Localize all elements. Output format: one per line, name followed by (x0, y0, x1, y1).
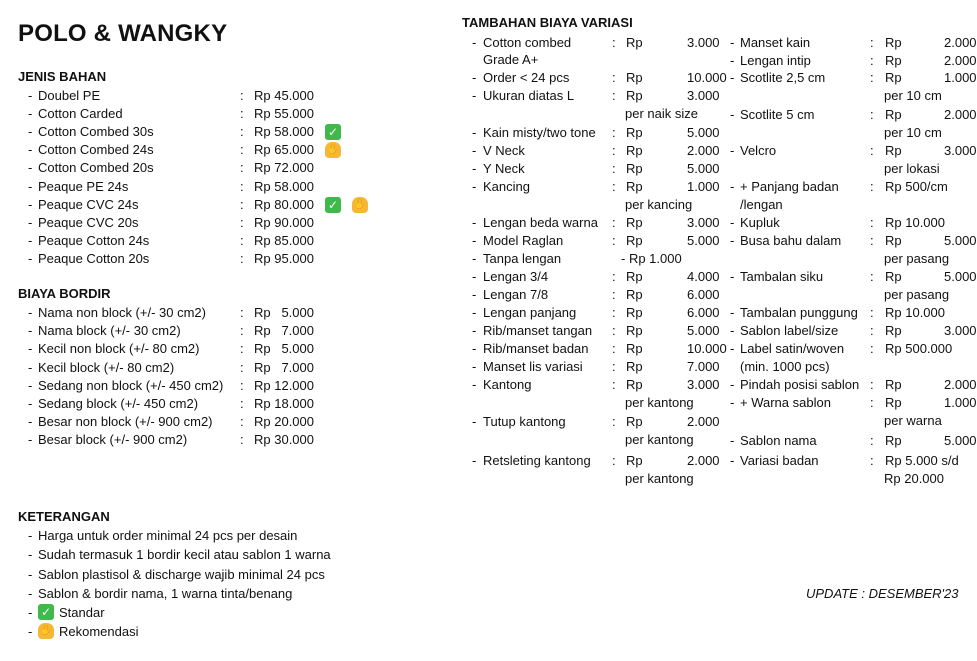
colon: : (612, 269, 616, 284)
variasi-amount: 5.000 (944, 433, 977, 448)
fabric-name: Cotton Combed 20s (38, 160, 154, 175)
bullet-dash: - (472, 143, 477, 158)
update-label: UPDATE : DESEMBER'23 (806, 586, 959, 601)
bullet-dash: - (28, 528, 33, 543)
variasi-name: Label satin/woven (740, 341, 845, 356)
bullet-dash: - (472, 233, 477, 248)
colon: : (870, 341, 874, 356)
colon: : (612, 287, 616, 302)
colon: : (870, 233, 874, 248)
colon: : (612, 377, 616, 392)
variasi-name: Manset lis variasi (483, 359, 583, 374)
variasi-price: Rp 10.000 (885, 305, 945, 320)
fabric-name: Peaque PE 24s (38, 179, 129, 194)
colon: : (870, 215, 874, 230)
variasi-note: per pasang (884, 287, 950, 302)
currency-label: Rp (254, 396, 271, 411)
variasi-amount: 6.000 (687, 287, 720, 302)
bullet-dash: - (730, 35, 735, 50)
colon: : (870, 53, 874, 68)
bullet-dash: - (472, 414, 477, 429)
variasi-name: Tutup kantong (483, 414, 566, 429)
bullet-dash: - (28, 378, 33, 393)
currency-label: Rp (626, 414, 643, 429)
colon: : (240, 88, 244, 103)
variasi-name: Ukuran diatas L (483, 88, 575, 103)
bullet-dash: - (730, 143, 735, 158)
variasi-note: per lokasi (884, 161, 940, 176)
colon: : (612, 453, 616, 468)
variasi-name: Manset kain (740, 35, 811, 50)
bullet-dash: - (28, 624, 33, 639)
bullet-dash: - (730, 305, 735, 320)
bullet-dash: - (472, 323, 477, 338)
bordir-name: Sedang non block (+/- 450 cm2) (38, 378, 224, 393)
colon: : (870, 269, 874, 284)
colon: : (870, 35, 874, 50)
fabric-name: Peaque Cotton 20s (38, 251, 150, 266)
bullet-dash: - (28, 360, 33, 375)
bullet-dash: - (472, 179, 477, 194)
bullet-dash: - (730, 269, 735, 284)
colon: : (240, 233, 244, 248)
variasi-name: Tanpa lengan (483, 251, 562, 266)
currency-label: Rp (885, 107, 902, 122)
bullet-dash: - (28, 142, 33, 157)
variasi-name: Lengan 3/4 (483, 269, 549, 284)
fabric-name: Peaque CVC 20s (38, 215, 139, 230)
bullet-dash: - (28, 305, 33, 320)
variasi-amount: 2.000 (944, 53, 977, 68)
bullet-dash: - (472, 305, 477, 320)
colon: : (612, 70, 616, 85)
note-text: Sablon & bordir nama, 1 warna tinta/benang (38, 586, 293, 601)
bullet-dash: - (472, 161, 477, 176)
fabric-price: Rp 95.000 (254, 251, 314, 266)
bullet-dash: - (28, 323, 33, 338)
colon: : (612, 161, 616, 176)
currency-label: Rp (626, 359, 643, 374)
variasi-name: Kancing (483, 179, 530, 194)
bullet-dash: - (28, 88, 33, 103)
variasi-name-cont: Grade A+ (483, 52, 539, 67)
variasi-amount: 5.000 (687, 233, 720, 248)
variasi-amount: 1.000 (944, 395, 977, 410)
variasi-heading: TAMBAHAN BIAYA VARIASI (462, 15, 633, 30)
bordir-name: Kecil block (+/- 80 cm2) (38, 360, 175, 375)
variasi-amount: 2.000 (687, 414, 720, 429)
bullet-dash: - (28, 124, 33, 139)
bordir-name: Kecil non block (+/- 80 cm2) (38, 341, 200, 356)
note-text: Harga untuk order minimal 24 pcs per desain (38, 528, 298, 543)
variasi-amount: 3.000 (687, 377, 720, 392)
colon: : (612, 88, 616, 103)
variasi-name: Sablon label/size (740, 323, 839, 338)
bullet-dash: - (472, 269, 477, 284)
colon: : (240, 414, 244, 429)
currency-label: Rp (626, 341, 643, 356)
check-mark-icon: ✓ (325, 197, 341, 213)
variasi-price: Rp 500/cm (885, 179, 948, 194)
bullet-dash: - (28, 547, 33, 562)
note-text: Sudah termasuk 1 bordir kecil atau sablon 1 warna (38, 547, 331, 562)
colon: : (870, 305, 874, 320)
thumbs-up-icon: ✋ (325, 142, 341, 158)
bullet-dash: - (28, 567, 33, 582)
currency-label: Rp (626, 161, 643, 176)
currency-label: Rp (885, 395, 902, 410)
legend-standar: Standar (59, 605, 105, 620)
colon: : (612, 215, 616, 230)
thumbs-up-icon: ✋ (352, 197, 368, 213)
colon: : (240, 251, 244, 266)
variasi-amount: 4.000 (687, 269, 720, 284)
currency-label: Rp (626, 453, 643, 468)
variasi-name: Scotlite 2,5 cm (740, 70, 826, 85)
variasi-amount: 2.000 (944, 107, 977, 122)
currency-label: Rp (626, 35, 643, 50)
currency-label: Rp (254, 414, 271, 429)
currency-label: Rp (254, 360, 271, 375)
bullet-dash: - (472, 359, 477, 374)
colon: : (870, 433, 874, 448)
colon: : (240, 197, 244, 212)
colon: : (870, 107, 874, 122)
variasi-amount: 1.000 (687, 179, 720, 194)
variasi-name: Kantong (483, 377, 532, 392)
variasi-name: Busa bahu dalam (740, 233, 842, 248)
colon: : (870, 143, 874, 158)
currency-label: Rp (626, 377, 643, 392)
bullet-dash: - (730, 377, 735, 392)
currency-label: Rp (254, 432, 271, 447)
bullet-dash: - (28, 197, 33, 212)
currency-label: Rp (885, 35, 902, 50)
colon: : (240, 323, 244, 338)
variasi-name: Scotlite 5 cm (740, 107, 815, 122)
colon: : (240, 305, 244, 320)
colon: : (870, 453, 874, 468)
variasi-name: Y Neck (483, 161, 525, 176)
bullet-dash: - (472, 453, 477, 468)
variasi-name: Rib/manset tangan (483, 323, 593, 338)
bullet-dash: - (472, 88, 477, 103)
currency-label: Rp (885, 233, 902, 248)
variasi-name: Order < 24 pcs (483, 70, 570, 85)
variasi-name-cont: (min. 1000 pcs) (740, 359, 830, 374)
bordir-name: Nama block (+/- 30 cm2) (38, 323, 181, 338)
jenis-bahan-heading: JENIS BAHAN (18, 69, 107, 84)
fabric-price: Rp 55.000 (254, 106, 314, 121)
variasi-note: per kantong (625, 432, 694, 447)
bullet-dash: - (28, 233, 33, 248)
colon: : (240, 396, 244, 411)
colon: : (240, 106, 244, 121)
fabric-name: Cotton Carded (38, 106, 123, 121)
variasi-amount: 5.000 (944, 233, 977, 248)
variasi-amount: 2.000 (687, 453, 720, 468)
colon: : (870, 179, 874, 194)
colon: : (240, 360, 244, 375)
bullet-dash: - (28, 605, 33, 620)
currency-label: Rp (626, 179, 643, 194)
bullet-dash: - (730, 433, 735, 448)
variasi-name: Velcro (740, 143, 777, 158)
variasi-amount: 7.000 (687, 359, 720, 374)
bullet-dash: - (28, 341, 33, 356)
bordir-name: Besar non block (+/- 900 cm2) (38, 414, 213, 429)
colon: : (612, 125, 616, 140)
variasi-name-cont: /lengan (740, 197, 783, 212)
currency-label: Rp (885, 70, 902, 85)
variasi-name: Rib/manset badan (483, 341, 589, 356)
bullet-dash: - (28, 215, 33, 230)
variasi-name: Tambalan punggung (740, 305, 858, 320)
currency-label: Rp (626, 305, 643, 320)
bullet-dash: - (730, 341, 735, 356)
currency-label: Rp (626, 215, 643, 230)
currency-label: Rp (254, 323, 271, 338)
bullet-dash: - (28, 251, 33, 266)
currency-label: Rp (885, 377, 902, 392)
fabric-price: Rp 45.000 (254, 88, 314, 103)
currency-label: Rp (626, 287, 643, 302)
currency-label: Rp (254, 305, 271, 320)
currency-label: Rp (885, 53, 902, 68)
variasi-amount: 2.000 (944, 377, 977, 392)
currency-label: Rp (626, 143, 643, 158)
variasi-note: per warna (884, 413, 942, 428)
variasi-name: Tambalan siku (740, 269, 824, 284)
colon: : (612, 305, 616, 320)
bordir-name: Nama non block (+/- 30 cm2) (38, 305, 206, 320)
variasi-amount: 3.000 (687, 35, 720, 50)
currency-label: Rp (626, 233, 643, 248)
colon: : (612, 143, 616, 158)
note-text: Sablon plastisol & discharge wajib minimal 24 pcs (38, 567, 325, 582)
bullet-dash: - (28, 179, 33, 194)
variasi-note: per pasang (884, 251, 950, 266)
variasi-price: Rp 500.000 (885, 341, 953, 356)
colon: : (612, 233, 616, 248)
bullet-dash: - (28, 586, 33, 601)
check-mark-icon: ✓ (325, 124, 341, 140)
variasi-amount: 6.000 (687, 305, 720, 320)
variasi-name: Kain misty/two tone (483, 125, 596, 140)
currency-label: Rp (254, 341, 271, 356)
variasi-name: Pindah posisi sablon (740, 377, 860, 392)
variasi-amount: 5.000 (944, 269, 977, 284)
bullet-dash: - (472, 35, 477, 50)
colon: : (240, 124, 244, 139)
bullet-dash: - (730, 395, 735, 410)
colon: : (870, 377, 874, 392)
colon: : (240, 179, 244, 194)
bullet-dash: - (28, 106, 33, 121)
colon: : (612, 414, 616, 429)
biaya-bordir-heading: BIAYA BORDIR (18, 286, 111, 301)
bullet-dash: - (28, 414, 33, 429)
variasi-price: Rp 5.000 s/d (885, 453, 959, 468)
currency-label: Rp (885, 143, 902, 158)
fabric-price: Rp 90.000 (254, 215, 314, 230)
colon: : (240, 215, 244, 230)
currency-label: Rp (885, 433, 902, 448)
fabric-price: Rp 72.000 (254, 160, 314, 175)
page-title: POLO & WANGKY (18, 20, 228, 47)
colon: : (240, 432, 244, 447)
variasi-amount: 2.000 (687, 143, 720, 158)
variasi-note: Rp 20.000 (884, 471, 944, 486)
bullet-dash: - (472, 341, 477, 356)
bordir-name: Sedang block (+/- 450 cm2) (38, 396, 199, 411)
variasi-name: Model Raglan (483, 233, 564, 248)
fabric-name: Cotton Combed 30s (38, 124, 154, 139)
variasi-name: V Neck (483, 143, 525, 158)
variasi-amount: 10.000 (687, 70, 727, 85)
bullet-dash: - (472, 251, 477, 266)
check-mark-icon: ✓ (38, 604, 54, 620)
bullet-dash: - (472, 377, 477, 392)
variasi-name: Lengan panjang (483, 305, 577, 320)
variasi-name: Lengan 7/8 (483, 287, 549, 302)
thumbs-up-icon: ✋ (38, 623, 54, 639)
variasi-name: Retsleting kantong (483, 453, 591, 468)
variasi-price: Rp 10.000 (885, 215, 945, 230)
colon: : (870, 323, 874, 338)
bullet-dash: - (730, 70, 735, 85)
variasi-name: Kupluk (740, 215, 780, 230)
fabric-price: Rp 80.000 (254, 197, 314, 212)
bullet-dash: - (730, 215, 735, 230)
variasi-note: per 10 cm (884, 125, 942, 140)
bullet-dash: - (730, 107, 735, 122)
variasi-name: Lengan beda warna (483, 215, 598, 230)
currency-label: Rp (885, 269, 902, 284)
fabric-name: Doubel PE (38, 88, 101, 103)
colon: : (240, 378, 244, 393)
variasi-amount: 3.000 (944, 143, 977, 158)
bullet-dash: - (730, 53, 735, 68)
fabric-name: Cotton Combed 24s (38, 142, 154, 157)
fabric-price: Rp 58.000 (254, 124, 314, 139)
variasi-amount: 3.000 (944, 323, 977, 338)
bullet-dash: - (472, 125, 477, 140)
bullet-dash: - (730, 179, 735, 194)
variasi-amount: 1.000 (944, 70, 977, 85)
bullet-dash: - (28, 396, 33, 411)
colon: : (612, 179, 616, 194)
colon: : (240, 341, 244, 356)
fabric-name: Peaque CVC 24s (38, 197, 139, 212)
currency-label: Rp (626, 323, 643, 338)
variasi-name: Lengan intip (740, 53, 811, 68)
variasi-name: Cotton combed (483, 35, 572, 50)
variasi-note: per kantong (625, 395, 694, 410)
bordir-name: Besar block (+/- 900 cm2) (38, 432, 188, 447)
colon: : (612, 35, 616, 50)
variasi-note: per kancing (625, 197, 693, 212)
currency-label: Rp (626, 125, 643, 140)
currency-label: Rp (254, 378, 271, 393)
bullet-dash: - (28, 160, 33, 175)
currency-label: Rp (626, 269, 643, 284)
colon: : (240, 160, 244, 175)
variasi-amount: 5.000 (687, 323, 720, 338)
variasi-amount: 5.000 (687, 125, 720, 140)
colon: : (870, 395, 874, 410)
variasi-amount: 3.000 (687, 215, 720, 230)
variasi-amount: 5.000 (687, 161, 720, 176)
legend-rekomendasi: Rekomendasi (59, 624, 139, 639)
keterangan-heading: KETERANGAN (18, 509, 110, 524)
variasi-amount: 3.000 (687, 88, 720, 103)
variasi-name: Variasi badan (740, 453, 819, 468)
bullet-dash: - (472, 215, 477, 230)
variasi-note: per naik size (625, 106, 698, 121)
colon: : (612, 341, 616, 356)
bullet-dash: - (28, 432, 33, 447)
bullet-dash: - (730, 323, 735, 338)
fabric-price: Rp 65.000 (254, 142, 314, 157)
variasi-name: + Warna sablon (740, 395, 831, 410)
fabric-price: Rp 58.000 (254, 179, 314, 194)
fabric-name: Peaque Cotton 24s (38, 233, 150, 248)
bullet-dash: - (472, 287, 477, 302)
variasi-name: Sablon nama (740, 433, 817, 448)
variasi-name: + Panjang badan (740, 179, 839, 194)
currency-label: Rp (885, 323, 902, 338)
variasi-amount: 2.000 (944, 35, 977, 50)
currency-label: Rp (626, 88, 643, 103)
colon: : (870, 70, 874, 85)
fabric-price: Rp 85.000 (254, 233, 314, 248)
bullet-dash: - (730, 453, 735, 468)
variasi-note: per kantong (625, 471, 694, 486)
variasi-price: - Rp 1.000 (621, 251, 682, 266)
bullet-dash: - (472, 70, 477, 85)
colon: : (612, 359, 616, 374)
bullet-dash: - (730, 233, 735, 248)
currency-label: Rp (626, 70, 643, 85)
variasi-note: per 10 cm (884, 88, 942, 103)
colon: : (612, 323, 616, 338)
colon: : (240, 142, 244, 157)
variasi-amount: 10.000 (687, 341, 727, 356)
